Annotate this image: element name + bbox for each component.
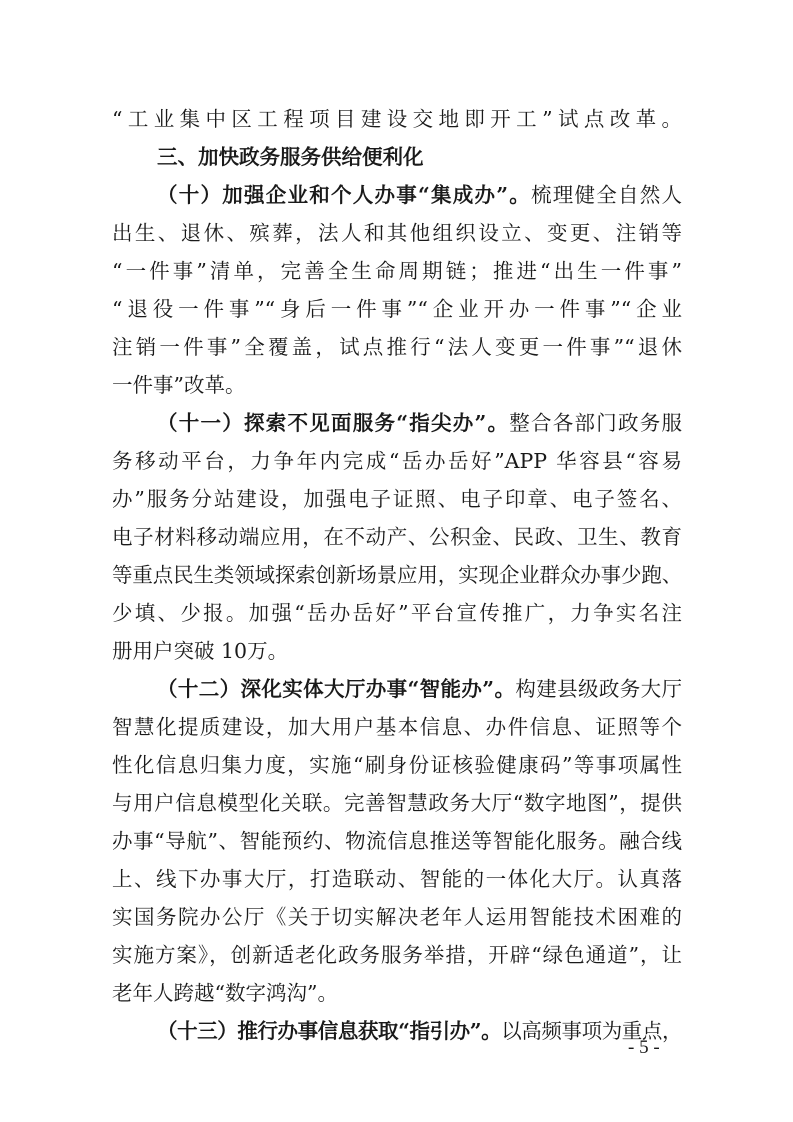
line-text: 上、线下办事大厅，打造联动、智能的一体化大厅。认真落: [112, 867, 682, 891]
item-title: （十三）推行办事信息获取“指引办”。: [157, 1019, 502, 1043]
text-line: [112, 864, 682, 894]
text-line: [112, 712, 682, 742]
line-text: 册用户突破 10万。: [112, 639, 289, 663]
item-title: （十）加强企业和个人办事“集成办”。: [157, 183, 532, 207]
line-text: 实施方案》，创新适老化政务服务举措，开辟“绿色通道”，让: [112, 943, 682, 967]
line-text: “一件事”清单，完善全生命周期链；推进“出生一件事”: [112, 259, 682, 283]
line-text: 少填、少报。加强“岳办岳好”平台宣传推广，力争实名注: [112, 601, 682, 625]
text-line: [112, 446, 682, 476]
paragraph-first-line: [157, 674, 682, 704]
section-heading: [157, 142, 682, 172]
text-line: [112, 978, 682, 1008]
paragraph-first-line: [157, 180, 682, 210]
line-text: 以高频事项为重点，: [501, 1019, 682, 1043]
line-text: 实国务院办公厅《关于切实解决老年人运用智能技术困难的: [112, 905, 682, 929]
page-number: - 5 -: [628, 1037, 660, 1058]
text-line: [112, 788, 682, 818]
text-line: [112, 560, 682, 590]
paragraph-first-line: [157, 1016, 682, 1046]
heading-text: 三、加快政务服务供给便利化: [157, 145, 424, 169]
line-text: “退役一件事”“身后一件事”“企业开办一件事”“企业: [112, 297, 682, 321]
line-text: 梳理健全自然人: [531, 183, 682, 207]
text-line: [112, 484, 682, 514]
line-text: 智慧化提质建设，加大用户基本信息、办件信息、证照等个: [112, 715, 682, 739]
item-title: （十一）探索不见面服务“指尖办”。: [157, 411, 510, 435]
text-line: [112, 256, 682, 286]
text-line: [112, 370, 682, 400]
text-line: [112, 598, 682, 628]
text-line: [112, 218, 682, 248]
line-text: 性化信息归集力度，实施“刷身份证核验健康码”等事项属性: [112, 753, 682, 777]
paragraph-first-line: [157, 408, 682, 438]
item-title: （十二）深化实体大厅办事“智能办”。: [157, 677, 516, 701]
line-text: 等重点民生类领域探索创新场景应用，实现企业群众办事少跑、: [112, 563, 682, 587]
text-line: [112, 332, 682, 362]
line-text: 办事“导航”、智能预约、物流信息推送等智能化服务。融合线: [112, 829, 682, 853]
line-text: 注销一件事”全覆盖，试点推行“法人变更一件事”“退休: [112, 335, 682, 359]
text-line: [112, 940, 682, 970]
text-line: [112, 522, 682, 552]
line-text: 与用户信息模型化关联。完善智慧政务大厅“数字地图”，提供: [112, 791, 682, 815]
line-text: 一件事”改革。: [112, 373, 246, 397]
text-line: [112, 294, 682, 324]
line-text: 务移动平台，力争年内完成“岳办岳好”APP 华容县“容易: [112, 449, 682, 473]
text-line: [112, 826, 682, 856]
line-text: “工业集中区工程项目建设交地即开工”试点改革。: [112, 107, 682, 131]
text-line: [112, 104, 682, 134]
line-text: 办”服务分站建设，加强电子证照、电子印章、电子签名、: [112, 487, 682, 511]
text-line: [112, 902, 682, 932]
line-text: 整合各部门政务服: [509, 411, 683, 435]
line-text: 构建县级政务大厅: [515, 677, 682, 701]
text-line: [112, 750, 682, 780]
line-text: 老年人跨越“数字鸿沟”。: [112, 981, 338, 1005]
line-text: 出生、退休、殡葬，法人和其他组织设立、变更、注销等: [112, 221, 682, 245]
line-text: 电子材料移动端应用，在不动产、公积金、民政、卫生、教育: [112, 525, 682, 549]
text-line: [112, 636, 682, 666]
